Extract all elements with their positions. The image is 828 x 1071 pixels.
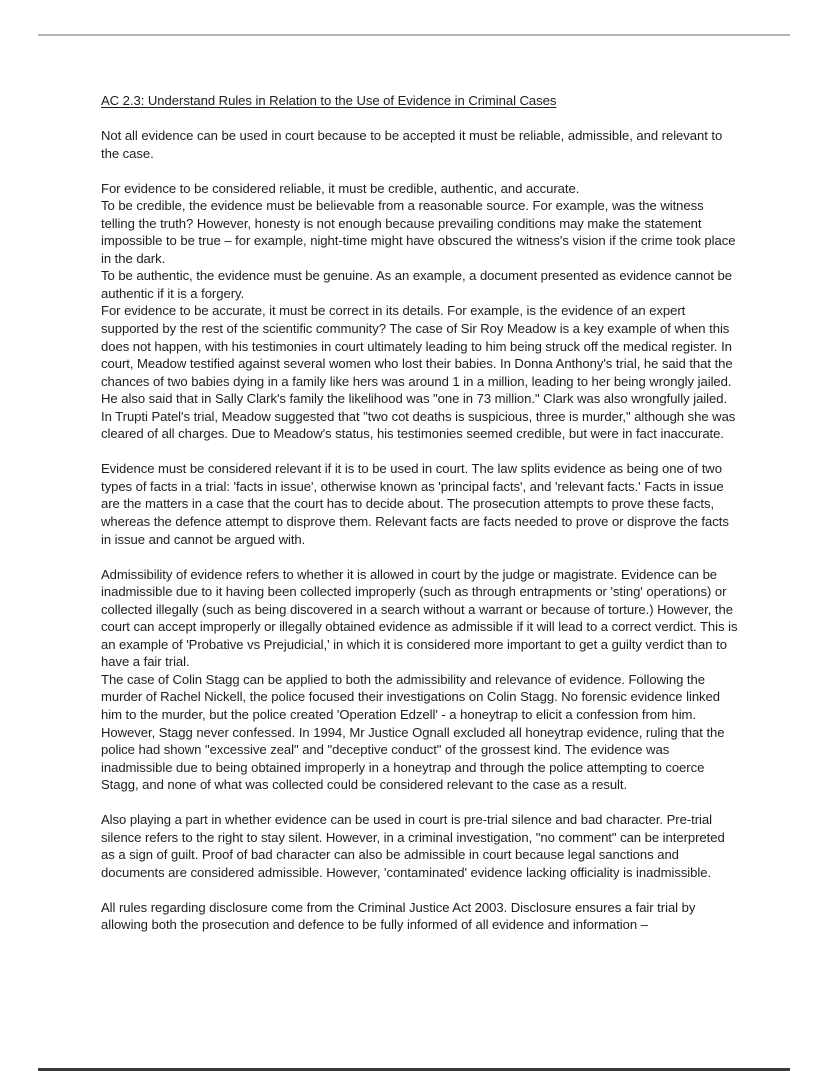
- section-reliability: [101, 180, 741, 443]
- paragraph: For evidence to be accurate, it must be correct in its details. For example, is the evidence of an expert supported by the rest of the scientific community? The case of Sir Roy Meadow is a key example of when this does not happen, with his testimonies in court ultimately leading to him being struck off the medical register. In court, Meadow testified against several women who lost their babies. In Donna Anthony's trial, he said that the chances of two babies dying in a family like hers was around 1 in a million, leading to her being wrongly jailed. He also said that in Sally Clark's family the likelihood was "one in 73 million." Clark was also wrongfully jailed. In Trupti Patel's trial, Meadow suggested that "two cot deaths is suspicious, three is murder," although she was cleared of all charges. Due to Meadow's status, his testimonies seemed credible, but were in fact inaccurate.: [101, 303, 736, 442]
- page-top-divider: [38, 34, 790, 36]
- section-intro: [101, 127, 741, 162]
- section-admissibility: [101, 566, 741, 794]
- section-relevance: [101, 460, 741, 548]
- paragraph: Evidence must be considered relevant if it is to be used in court. The law splits evidence as being one of two types of facts in a trial: 'facts in issue', otherwise known as 'principal facts', and 'relevant facts.' Facts in issue are the matters in a case that the court has to decide about. The prosecution attempts to prove these facts, whereas the defence attempt to disprove them. Relevant facts are facts needed to prove or disprove the facts in issue and cannot be argued with.: [101, 461, 729, 547]
- paragraph: For evidence to be considered reliable, it must be credible, authentic, and accurate.: [101, 180, 580, 196]
- paragraph: The case of Colin Stagg can be applied to both the admissibility and relevance of evidence. Following the murder of Rachel Nickell, the police focused their investigations on Colin Stagg. No forensic evidence linked him to the murder, but the police created 'Operation Edzell' - a honeytrap to elicit a confession from him. However, Stagg never confessed. In 1994, Mr Justice Ognall excluded all honeytrap evidence, ruling that the police had shown "excessive zeal" and "deceptive conduct" of the grossest kind. The evidence was inadmissible due to being obtained improperly in a honeytrap and through the police attempting to coerce Stagg, and none of what was collected could be considered relevant to the case as a result.: [101, 671, 725, 793]
- paragraph: To be authentic, the evidence must be genuine. As an example, a document presented as evidence cannot be authentic if it is a forgery.: [101, 268, 733, 301]
- document-title: AC 2.3: Understand Rules in Relation to the Use of Evidence in Criminal Cases: [101, 93, 557, 108]
- paragraph: Not all evidence can be used in court because to be accepted it must be reliable, admissible, and relevant to the case.: [101, 128, 723, 161]
- section-disclosure: [101, 899, 741, 934]
- paragraph: Also playing a part in whether evidence can be used in court is pre-trial silence and bad character. Pre-trial silence refers to the right to stay silent. However, in a criminal investigation, "no comment" can be interpreted as a sign of guilt. Proof of bad character can also be admissible in court because legal sanctions and documents are considered admissible. However, 'contaminated' evidence lacking officiality is inadmissible.: [101, 812, 725, 880]
- paragraph: All rules regarding disclosure come from the Criminal Justice Act 2003. Disclosure ensures a fair trial by allowing both the prosecution and defence to be fully informed of all evidence and information –: [101, 899, 696, 933]
- paragraph: Admissibility of evidence refers to whether it is allowed in court by the judge or magistrate. Evidence can be inadmissible due to it having been collected improperly (such as through entrapments or 'sting' operations) or collected illegally (such as being discovered in a search without a warrant or because of torture.) However, the court can accept improperly or illegally obtained evidence as admissible if it will lead to a correct verdict. This is an example of 'Probative vs Prejudicial,' in which it is considered more important to get a guilty verdict than to have a fair trial.: [101, 566, 738, 670]
- paragraph: To be credible, the evidence must be believable from a reasonable source. For example, was the witness telling the truth? However, honesty is not enough because prevailing conditions may make the statement impossible to be true – for example, night-time might have obscured the witness's vision if the crime took place in the dark.: [101, 198, 736, 266]
- section-silence-bad-character: [101, 811, 741, 881]
- document-page: [101, 92, 741, 951]
